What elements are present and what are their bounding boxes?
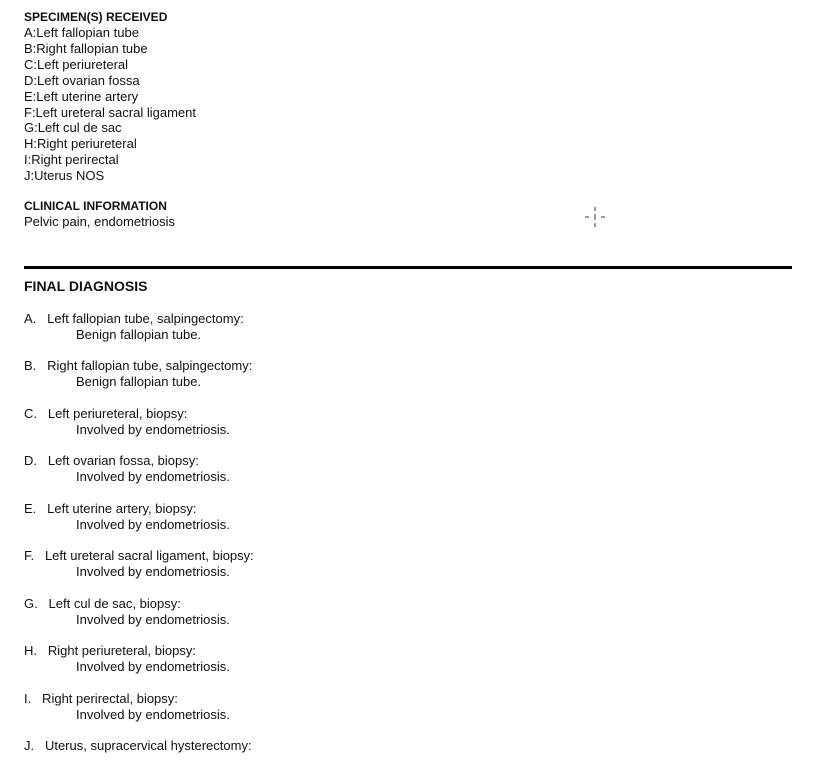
diagnosis-finding: Involved by endometriosis. — [76, 707, 230, 722]
specimen-item: D:Left ovarian fossa — [24, 72, 140, 88]
specimen-item: B:Right fallopian tube — [24, 40, 148, 56]
specimen-item: I:Right perirectal — [24, 152, 119, 168]
specimen-item: G:Left cul de sac — [24, 120, 122, 136]
diagnosis-item — [24, 738, 252, 754]
clinical-information-section — [24, 199, 175, 230]
diagnosis-label: A. Left fallopian tube, salpingectomy: — [24, 311, 244, 326]
diagnosis-label: B. Right fallopian tube, salpingectomy: — [24, 358, 253, 373]
specimen-item: H:Right periureteral — [24, 136, 137, 152]
diagnosis-item — [24, 311, 244, 343]
diagnosis-item — [24, 501, 230, 533]
diagnosis-item — [24, 691, 230, 723]
diagnosis-finding: Involved by endometriosis. — [76, 659, 230, 674]
diagnosis-item — [24, 643, 230, 675]
diagnosis-finding: Involved by endometriosis. — [76, 564, 230, 579]
diagnosis-finding: Benign fallopian tube. — [76, 327, 202, 342]
diagnosis-label: E. Left uterine artery, biopsy: — [24, 501, 197, 516]
diagnosis-label: C. Left periureteral, biopsy: — [24, 406, 188, 421]
clinical-text: Pelvic pain, endometriosis — [24, 214, 176, 229]
specimen-item: J:Uterus NOS — [24, 168, 105, 184]
diagnosis-item — [24, 406, 230, 438]
final-diagnosis-heading: FINAL DIAGNOSIS — [24, 278, 148, 294]
diagnosis-finding: Involved by endometriosis. — [76, 469, 230, 484]
diagnosis-item — [24, 596, 230, 628]
clinical-heading: CLINICAL INFORMATION — [24, 199, 167, 213]
diagnosis-item — [24, 548, 254, 580]
diagnosis-item — [24, 453, 230, 485]
diagnosis-finding: Benign fallopian tube. — [76, 374, 202, 389]
section-divider — [24, 266, 792, 269]
diagnosis-label: F. Left ureteral sacral ligament, biopsy: — [24, 548, 254, 563]
diagnosis-label: D. Left ovarian fossa, biopsy: — [24, 453, 199, 468]
specimen-item: C:Left periureteral — [24, 56, 129, 72]
diagnosis-label: I. Right perirectal, biopsy: — [24, 691, 178, 706]
diagnosis-label: G. Left cul de sac, biopsy: — [24, 596, 181, 611]
diagnosis-finding: Involved by endometriosis. — [76, 612, 230, 627]
diagnosis-finding: Involved by endometriosis. — [76, 422, 230, 437]
specimens-heading: SPECIMEN(S) RECEIVED — [24, 10, 168, 24]
crosshair-cursor-icon — [584, 206, 606, 228]
specimen-item: E:Left uterine artery — [24, 88, 139, 104]
diagnosis-label: H. Right periureteral, biopsy: — [24, 643, 196, 658]
diagnosis-label: J. Uterus, supracervical hysterectomy: — [24, 738, 252, 753]
specimens-received-section — [24, 10, 196, 184]
specimen-item: F:Left ureteral sacral ligament — [24, 104, 196, 120]
specimen-item: A:Left fallopian tube — [24, 25, 139, 40]
diagnosis-finding: Involved by endometriosis. — [76, 517, 230, 532]
diagnosis-item — [24, 358, 252, 390]
